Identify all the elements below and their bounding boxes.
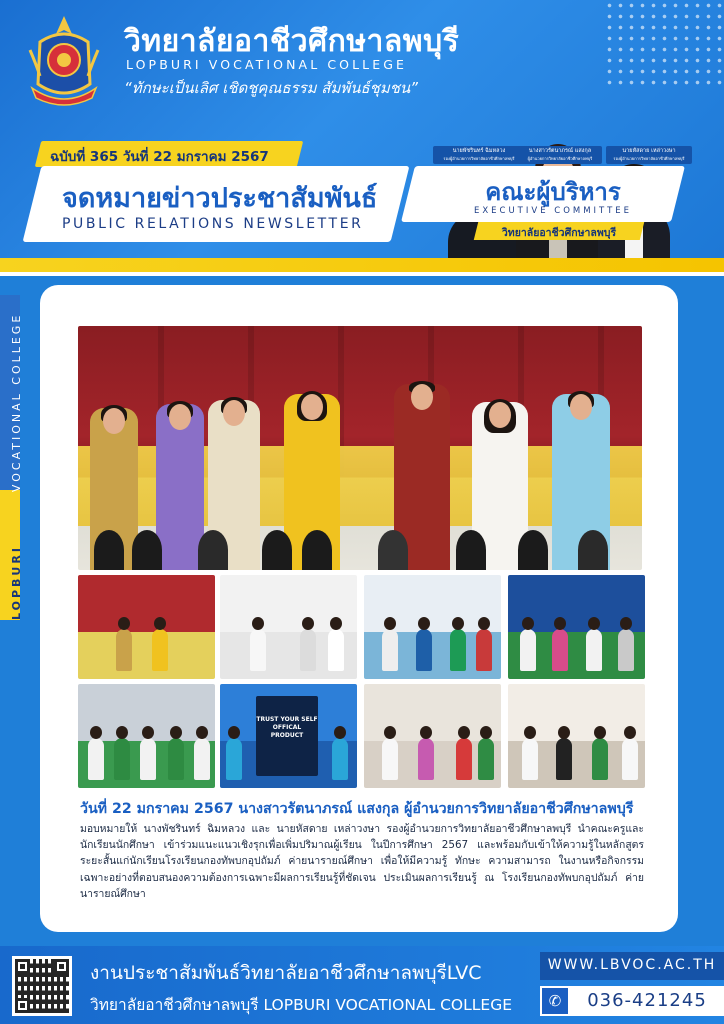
header-divider-white [0, 272, 724, 276]
article-headline: วันที่ 22 มกราคม 2567 นางสาวรัตนาภรณ์ แสงกุล ผู้อำนวยการวิทยาลัยอาชีวศึกษาลพบุรี [80, 801, 634, 817]
hero-photo [78, 326, 642, 570]
executive-subtitle: EXECUTIVE COMMITTEE [473, 206, 633, 216]
product-banner: TRUST YOUR SELF OFFICAL PRODUCT [256, 696, 318, 776]
gallery-photo-7 [364, 684, 501, 788]
gallery-photo-4 [508, 575, 645, 679]
executive-tag: วิทยาลัยอาชีวศึกษาลพบุรี [501, 227, 617, 239]
footer-pr-department: งานประชาสัมพันธ์วิทยาลัยอาชีวศึกษาลพบุรีLVC [90, 962, 482, 984]
side-word-lopburi: LOPBURI [10, 545, 23, 620]
header-divider-yellow [0, 258, 724, 272]
executive-title: คณะผู้บริหาร [485, 178, 621, 206]
executive-caption-center: นางสาวรัตนาภรณ์ แสงกุล ผู้อำนวยการวิทยาลัยอาชีวศึกษาลพบุรี [518, 146, 602, 164]
qr-code-icon[interactable] [12, 956, 72, 1016]
newsletter-title: จดหมายข่าวประชาสัมพันธ์ [62, 183, 378, 214]
gallery-photo-5 [78, 684, 215, 788]
issue-number: ฉบับที่ 365 วันที่ 22 มกราคม 2567 [50, 149, 269, 165]
gallery-photo-3 [364, 575, 501, 679]
phone-icon: ✆ [542, 988, 568, 1014]
header [0, 0, 724, 258]
phone-number[interactable]: 036-421245 [587, 990, 707, 1011]
newsletter-subtitle: PUBLIC RELATIONS NEWSLETTER [62, 216, 364, 232]
website-link[interactable]: WWW.LBVOC.AC.TH [547, 957, 717, 973]
gallery-photo-1 [78, 575, 215, 679]
gallery-photo-2 [220, 575, 357, 679]
decorative-dots [604, 0, 724, 90]
side-word-college: VOCATIONAL COLLEGE [10, 312, 23, 493]
footer-college-name: วิทยาลัยอาชีวศึกษาลพบุรี LOPBURI VOCATIONAL COLLEGE [90, 996, 512, 1014]
college-logo-icon [26, 14, 102, 106]
gallery-photo-6 [220, 684, 357, 788]
executive-caption-right: นายหัสดาย เหล่าวงษา รองผู้อำนวยการวิทยาลัยอาชีวศึกษาลพบุรี [606, 146, 692, 164]
article-body: มอบหมายให้ นางพัชรินทร์ ฉิมหลวง และ นายหัสดาย เหล่าวงษา รองผู้อำนวยการวิทยาลัยอาชีวศึกษาลพบุรี นำคณะครูและนักเรียนนักศึกษา เข้าร่วมแนะแนวเชิงรุกเพื่อเพิ่มปริมาณผู้เรียน ในปีการศึกษา 2567 และพร้อมกับเข้าให้ความรู้ในหลักสูตร ระยะสั้นแก่นักเรียนโรงเรียนกองทัพบกอุปถัมภ์ ค่ายนารายณ์ศึกษา เพื่อให้มีความรู้ ทักษะ ความสามารถ ในงานหรือกิจกรรมเฉพาะอย่างที่ตอบสนองความต้องการเฉพาะมีผลการเรียนรู้ที่ชัดเจน ประเมินผลการเรียนรู้ ณ โรงเรียนกองทัพบกอุปถัมภ์ ค่ายนารายณ์ศึกษา [80, 823, 644, 900]
gallery-photo-8 [508, 684, 645, 788]
college-slogan: “ทักษะเป็นเลิศ เชิดชูคุณธรรม สัมพันธ์ชุมชน” [124, 79, 418, 97]
college-name-th: วิทยาลัยอาชีวศึกษาลพบุรี [124, 24, 460, 59]
college-name-en: LOPBURI VOCATIONAL COLLEGE [126, 57, 408, 72]
executive-caption-left: นายพัชรินทร์ ฉิมหลวง รองผู้อำนวยการวิทยาลัยอาชีวศึกษาลพบุรี [433, 146, 525, 164]
side-ribbon-text [10, 300, 23, 620]
